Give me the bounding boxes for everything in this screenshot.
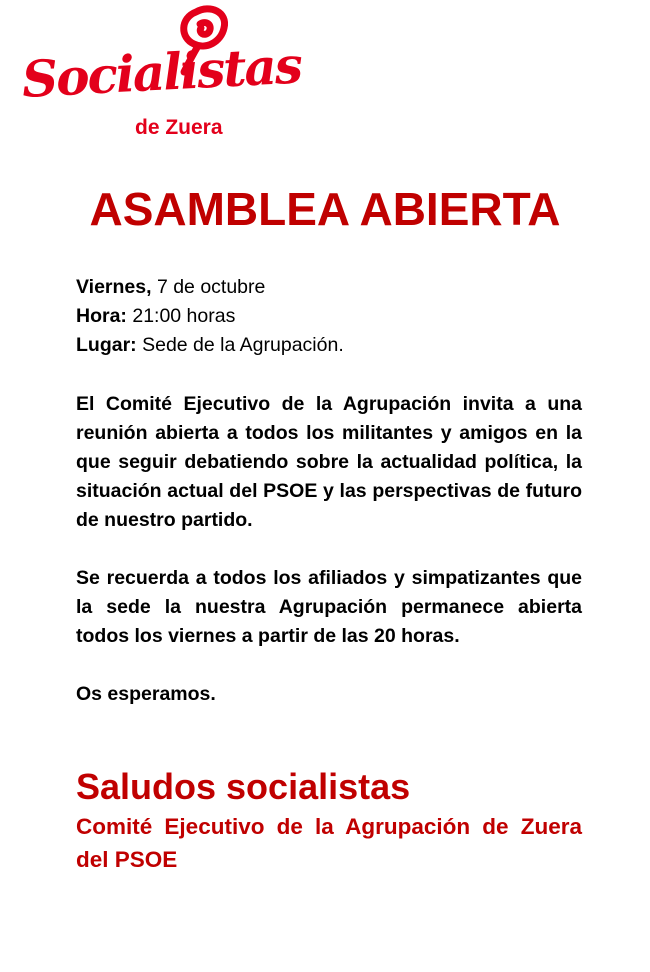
event-day-label: Viernes, bbox=[76, 276, 152, 298]
event-details bbox=[76, 273, 582, 360]
logo-wordmark: Socialistas bbox=[20, 35, 303, 109]
event-place-value: Sede de la Agrupación. bbox=[142, 334, 344, 356]
reminder-paragraph: Se recuerda a todos los afiliados y simpatizantes que la sede la nuestra Agrupación permanece abierta todos los viernes a partir de las 20 horas. bbox=[76, 567, 582, 647]
event-time-line bbox=[76, 302, 582, 331]
event-place-line bbox=[76, 331, 582, 360]
closing-line: Os esperamos. bbox=[76, 683, 216, 705]
signature: Comité Ejecutivo de la Agrupación de Zuera del PSOE bbox=[76, 814, 582, 872]
event-time-value: 21:00 horas bbox=[132, 305, 236, 327]
event-place-label: Lugar: bbox=[76, 334, 137, 356]
greeting: Saludos socialistas bbox=[76, 766, 411, 807]
event-day-line bbox=[76, 273, 582, 302]
event-time-label: Hora: bbox=[76, 305, 127, 327]
event-day-value: 7 de octubre bbox=[156, 276, 266, 298]
logo-subtitle: de Zuera bbox=[135, 116, 223, 139]
announcement-body bbox=[76, 273, 582, 876]
party-logo bbox=[14, 0, 303, 150]
page-title: ASAMBLEA ABIERTA bbox=[89, 183, 561, 235]
invitation-paragraph: El Comité Ejecutivo de la Agrupación invita a una reunión abierta a todos los militantes y amigos en la que seguir debatiendo sobre la actualidad política, la situación actual del PSOE y las perspectivas de futuro de nuestro partido. bbox=[76, 393, 582, 531]
